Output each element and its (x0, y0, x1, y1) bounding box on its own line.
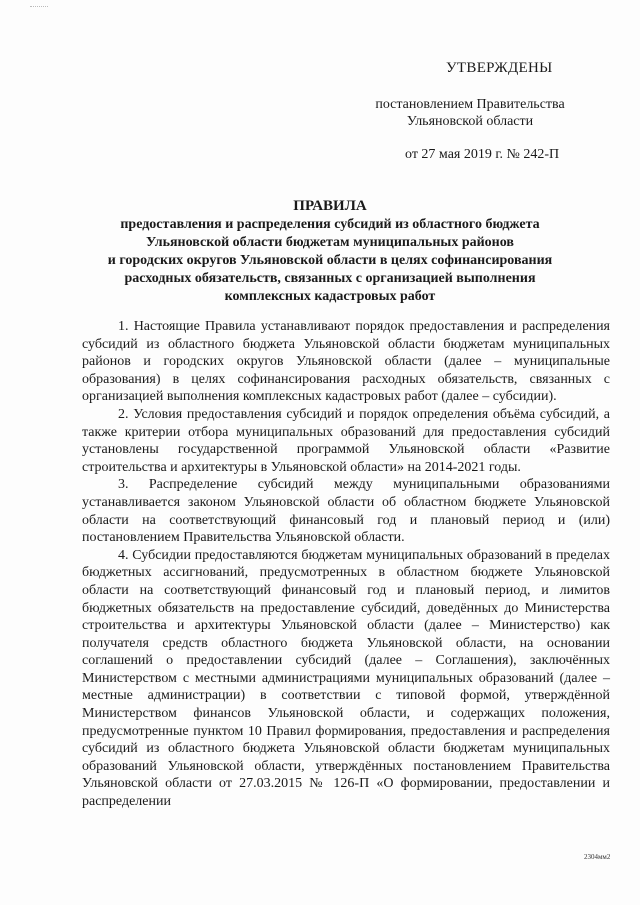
paragraph-3: 3. Распределение субсидий между муниципальными образованиями устанавливается законом Ульяновской области об областном бюджете Ульяновской области на соответствующий финансовый год и плановый период и (или) постановлением Правительства Ульяновской области. (82, 477, 610, 546)
title-line: и городских округов Ульяновской области в целях софинансирования (107, 253, 553, 268)
document-title (90, 197, 570, 306)
decree-line-2: Ульяновской области (406, 114, 534, 129)
decree-date: от 27 мая 2019 г. № 242-П (405, 147, 560, 162)
title-line: расходных обязательств, связанных с организацией выполнения (124, 271, 536, 286)
title-line: Ульяновской области бюджетам муниципальных районов (146, 235, 514, 250)
paragraph-2: 2. Условия предоставления субсидий и порядок определения объёма субсидий, а также критерии отбора муниципальных образований для предоставления субсидий установлены государственной программой Ульяновской области «Развитие строительства и архитектуры в Ульяновской области» на 2014-2021 годы. (82, 406, 610, 475)
scan-mark (30, 6, 48, 9)
approved-stamp: УТВЕРЖДЕНЫ (446, 60, 553, 76)
document-code: 2304мм2 (584, 853, 611, 861)
title-line: предоставления и распределения субсидий из областного бюджета (120, 217, 540, 232)
title-main: ПРАВИЛА (293, 198, 367, 214)
paragraph-4: 4. Субсидии предоставляются бюджетам муниципальных образований в пределах бюджетных ассигнований, предусмотренных в областном бюджете Ульяновской области на соответствующий финансовый год и плановый период, и лимитов бюджетных обязательств на предоставление субсидий, доведённых до Министерства строительства и архитектуры Ульяновской области (далее – Министерство) как получателя средств областного бюджета Ульяновской области, на основании соглашений о предоставлении субсидий (далее – Соглашения), заключённых Министерством с местными администрациями муниципальных образований (далее – местные администрации) в соответствии с типовой формой, утверждённой Министерством финансов Ульяновской области, и содержащих положения, предусмотренные пунктом 10 Правил формирования, предоставления и распределения субсидий из областного бюджета Ульяновской области бюджетам муниципальных образований Ульяновской области, утверждённых постановлением Правительства Ульяновской области от 27.03.2015 № 126-П «О формировании, предоставлении и распределении (82, 547, 610, 810)
paragraph-1: 1. Настоящие Правила устанавливают порядок предоставления и распределения субсидий из областного бюджета Ульяновской области бюджетам муниципальных районов и городских округов Ульяновской области (далее – муниципальные образования) в целях софинансирования расходных обязательств, связанных с организацией выполнения комплексных кадастровых работ (далее – субсидии). (82, 319, 610, 405)
decree-line-1: постановлением Правительства (375, 97, 565, 112)
document-body (82, 318, 610, 811)
decree-reference (330, 96, 610, 130)
title-line: комплексных кадастровых работ (224, 289, 436, 304)
